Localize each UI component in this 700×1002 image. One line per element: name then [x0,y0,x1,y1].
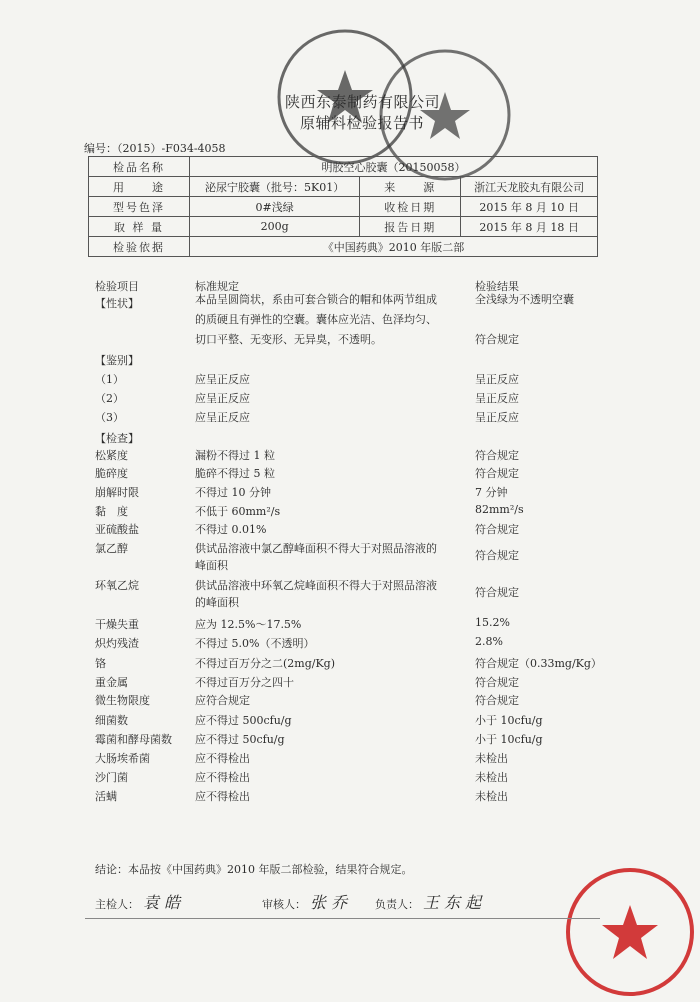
responsible-signature [375,890,481,913]
appearance-line: 本品呈圆筒状，系由可套合锁合的帽和体两节组成 [195,293,437,306]
inspection-result: 符合规定 [475,676,519,689]
report-date-value: 2015 年 8 月 18 日 [461,217,598,237]
sample-info-table [88,156,598,257]
section-appearance-title: 【性状】 [95,297,139,310]
inspection-result: 15.2% [475,616,510,629]
conclusion-text: 结论：本品按《中国药典》2010 年版二部检验，结果符合规定。 [95,863,413,876]
table-row [0,465,700,482]
inspection-result: 符合规定（0.33mg/Kg） [475,657,602,670]
inspection-standard: 应为 12.5%～17.5% [195,618,302,631]
inspection-result: 符合规定 [475,467,519,480]
ident-standard: 应呈正反应 [195,411,250,424]
column-header-standard: 标准规定 [195,280,239,293]
inspector-label: 主检人： [95,898,139,911]
section-identification-title: 【鉴别】 [95,354,139,367]
inspection-item: 铬 [95,657,106,670]
ident-standard: 应呈正反应 [195,392,250,405]
table-row [0,577,700,599]
inspection-standard: 应不得检出 [195,771,250,784]
column-header-result: 检验结果 [475,280,519,293]
table-row [0,390,700,407]
source-label: 来 源 [360,177,461,197]
table-row-continuation [0,594,700,611]
responsible-handwritten-signature: 王 东 起 [423,893,482,912]
table-row [0,788,700,805]
inspection-standard-continued: 的峰面积 [195,596,239,609]
table-row [0,616,700,633]
table-row [0,674,700,691]
appearance-line: 切口平整、无变形、无异臭，不透明。 [195,333,382,346]
reviewer-handwritten-signature: 张 乔 [310,893,348,912]
inspection-item: 氯乙醇 [95,542,128,555]
table-row [0,769,700,786]
table-row [0,521,700,538]
document-number: 编号：（2015）-F034-4058 [84,142,226,155]
table-row [0,371,700,388]
appearance-line: 的质硬且有弹性的空囊。囊体应光洁、色泽均匀、 [195,313,437,326]
inspection-result: 符合规定 [475,586,519,599]
inspection-item: 大肠埃希菌 [95,752,150,765]
inspection-item: 脆碎度 [95,467,128,480]
ident-result: 呈正反应 [475,373,519,386]
use-label: 用 途 [89,177,190,197]
inspection-item: 重金属 [95,676,128,689]
inspection-standard: 应符合规定 [195,694,250,707]
ident-item: （2） [95,392,124,405]
inspection-standard: 不得过百万分之二(2mg/Kg) [195,657,336,670]
ident-standard: 应呈正反应 [195,373,250,386]
basis-value: 《中国药典》2010 年版二部 [190,237,598,257]
inspection-item: 沙门菌 [95,771,128,784]
inspection-standard: 供试品溶液中环氧乙烷峰面积不得大于对照品溶液 [195,579,437,592]
inspection-item: 细菌数 [95,714,128,727]
model-value: 0#浅绿 [190,197,360,217]
inspection-item: 霉菌和酵母菌数 [95,733,172,746]
sample-name-value: 明胶空心胶囊（20150058） [190,157,598,177]
ident-item: （1） [95,373,124,386]
inspection-item: 松紧度 [95,449,128,462]
inspection-standard: 应不得检出 [195,752,250,765]
table-row [89,217,598,237]
source-value: 浙江天龙胶丸有限公司 [461,177,598,197]
table-row [89,177,598,197]
inspection-item: 炽灼残渣 [95,637,139,650]
report-date-label: 报告日期 [360,217,461,237]
received-date-label: 收检日期 [360,197,461,217]
table-row-continuation [0,557,700,574]
inspection-result: 小于 10cfu/g [475,733,543,746]
appearance-result-2: 符合规定 [475,333,519,346]
inspection-result: 82mm²/s [475,503,524,516]
sample-name-label: 检品名称 [89,157,190,177]
company-name: 陕西东泰制药有限公司 [285,93,441,111]
inspection-standard: 供试品溶液中氯乙醇峰面积不得大于对照品溶液的 [195,542,437,555]
inspection-result: 小于 10cfu/g [475,714,543,727]
report-title: 原辅料检验报告书 [300,114,425,132]
ident-result: 呈正反应 [475,411,519,424]
inspection-result: 未检出 [475,790,508,803]
inspection-item: 微生物限度 [95,694,150,707]
inspection-item: 干燥失重 [95,618,139,631]
table-row [0,655,700,672]
inspection-result: 未检出 [475,752,508,765]
responsible-label: 负责人： [375,898,419,911]
ident-item: （3） [95,411,124,424]
inspection-standard: 不得过 0.01% [195,523,267,536]
use-value: 泌尿宁胶囊（批号：5K01） [190,177,360,197]
inspection-standard: 应不得过 500cfu/g [195,714,292,727]
inspection-standard: 不低于 60mm²/s [195,505,281,518]
table-row [0,484,700,501]
company-seal-red [560,862,700,1002]
inspection-standard-continued: 峰面积 [195,559,228,572]
table-row [0,750,700,767]
inspection-standard: 脆碎不得过 5 粒 [195,467,275,480]
inspection-standard: 不得过百万分之四十 [195,676,294,689]
amount-value: 200g [190,217,360,237]
inspection-result: 未检出 [475,771,508,784]
table-row [89,157,598,177]
inspection-standard: 应不得检出 [195,790,250,803]
table-row [0,692,700,709]
table-row [0,447,700,464]
amount-label: 取 样 量 [89,217,190,237]
inspection-item: 黏 度 [95,505,128,518]
inspection-standard: 应不得过 50cfu/g [195,733,285,746]
basis-label: 检验依据 [89,237,190,257]
model-label: 型号色泽 [89,197,190,217]
inspection-item: 环氧乙烷 [95,579,139,592]
table-row [0,540,700,562]
table-row [0,503,700,520]
reviewer-signature [262,890,347,913]
table-row [0,409,700,426]
inspection-result: 符合规定 [475,523,519,536]
table-row [0,635,700,652]
inspection-result: 符合规定 [475,694,519,707]
appearance-result-1: 全浅绿为不透明空囊 [475,293,574,306]
ident-result: 呈正反应 [475,392,519,405]
inspection-result: 符合规定 [475,549,519,562]
appearance-standard [195,290,437,350]
inspection-item: 亚硫酸盐 [95,523,139,536]
inspection-item: 崩解时限 [95,486,139,499]
table-row [89,197,598,217]
inspection-item: 活螨 [95,790,117,803]
inspector-handwritten-signature: 袁 皓 [143,893,181,912]
reviewer-label: 审核人： [262,898,306,911]
inspection-standard: 不得过 10 分钟 [195,486,271,499]
column-header-item: 检验项目 [95,280,139,293]
inspection-result: 2.8% [475,635,503,648]
table-row [0,731,700,748]
inspection-standard: 漏粉不得过 1 粒 [195,449,275,462]
inspection-result: 7 分钟 [475,486,508,499]
table-row [0,712,700,729]
received-date-value: 2015 年 8 月 10 日 [461,197,598,217]
table-row [89,237,598,257]
inspector-signature [95,890,180,913]
section-inspection-title: 【检查】 [95,432,139,445]
inspection-result: 符合规定 [475,449,519,462]
inspection-standard: 不得过 5.0%（不透明） [195,637,315,650]
footer-divider [85,918,600,919]
